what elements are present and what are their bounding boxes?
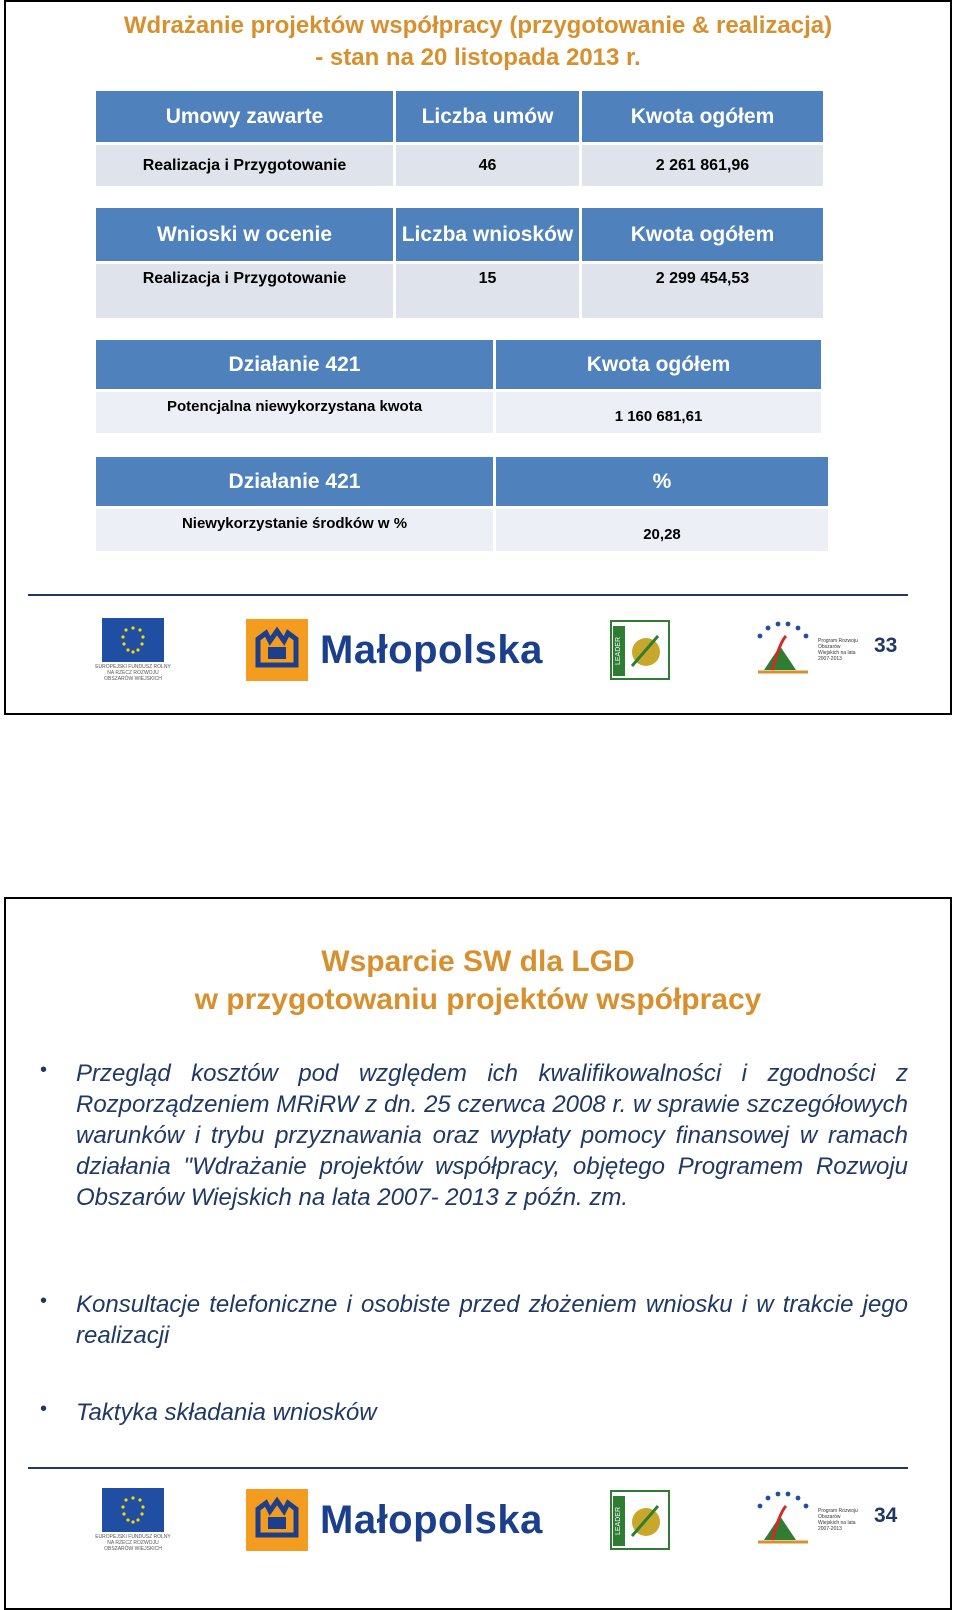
page-number: 33	[874, 634, 898, 657]
malopolska-wordmark: Małopolska	[320, 1497, 543, 1542]
footer-divider	[28, 594, 908, 596]
header-dzialanie-421: Działanie 421	[96, 457, 493, 506]
slide-title	[6, 10, 950, 74]
bullet-item: Przegląd kosztów pod względem ich kwalifikowalności i zgodności z Rozporządzeniem MRiRW z dn. 25 czerwca 2008 r. w sprawie szczegółowych warunków i trybu przyznawania oraz wypłaty pomocy finansowej w ramach działania "Wdrażanie projektów współpracy, objętego Programem Rozwoju Obszarów Wiejskich na lata 2007- 2013 z późn. zm.	[76, 1060, 908, 1211]
prow-logo-icon	[750, 1486, 858, 1550]
leader-logo-icon	[610, 620, 670, 680]
bullet-marker: •	[40, 1059, 48, 1081]
malopolska-logo	[246, 1489, 543, 1551]
cell-wnioski-kwota: 2 299 454,53	[582, 264, 823, 318]
title-line-1: Wdrażanie projektów współpracy (przygotowanie & realizacja)	[123, 12, 833, 39]
cell-umowy-kwota: 2 261 861,96	[582, 145, 823, 186]
slide-33	[4, 0, 952, 715]
header-kwota-ogolem: Kwota ogółem	[496, 340, 821, 389]
header-kwota-ogolem: Kwota ogółem	[582, 91, 823, 142]
bullet-item: Taktyka składania wniosków	[76, 1399, 377, 1426]
cell-umowy-typ: Realizacja i Przygotowanie	[96, 145, 393, 186]
header-dzialanie-421: Działanie 421	[96, 340, 493, 389]
bullet-marker: •	[40, 1398, 48, 1420]
page-number: 34	[874, 1504, 898, 1527]
leader-label: LEADER	[613, 626, 625, 676]
prow-caption: Program Rozwoju Obszarów Wiejskich na lata 2007-2013	[818, 638, 858, 662]
footer-divider	[28, 1467, 908, 1469]
title-line-2: - stan na 20 listopada 2013 r.	[315, 44, 641, 71]
cell-umowy-liczba: 46	[396, 145, 579, 186]
title-line-2: w przygotowaniu projektów współpracy	[194, 983, 762, 1016]
malopolska-emblem-icon	[246, 1489, 308, 1551]
title-line-1: Wsparcie SW dla LGD	[321, 945, 635, 978]
cell-procent-opis: Niewykorzystanie środków w %	[96, 509, 493, 551]
header-kwota-ogolem: Kwota ogółem	[582, 208, 823, 261]
malopolska-emblem-icon	[246, 619, 308, 681]
eu-flag-icon	[102, 618, 164, 662]
prow-caption: Program Rozwoju Obszarów Wiejskich na lata 2007-2013	[818, 1508, 858, 1532]
header-liczba-wnioskow: Liczba wniosków	[396, 208, 579, 261]
header-umowy-zawarte: Umowy zawarte	[96, 91, 393, 142]
cell-wnioski-typ: Realizacja i Przygotowanie	[96, 264, 393, 318]
cell-procent-wartosc: 20,28	[496, 509, 828, 551]
bullet-item: Konsultacje telefoniczne i osobiste przed złożeniem wniosku i w trakcie jego realizacji	[76, 1291, 908, 1349]
prow-logo-icon	[750, 616, 858, 680]
slide-34	[4, 897, 952, 1610]
eu-logo-caption: EUROPEJSKI FUNDUSZ ROLNY NA RZECZ ROZWOJU OBSZARÓW WIEJSKICH	[95, 1534, 171, 1552]
leader-label: LEADER	[613, 1496, 625, 1546]
eu-flag-icon	[102, 1488, 164, 1532]
bullet-marker: •	[40, 1290, 48, 1312]
malopolska-wordmark: Małopolska	[320, 627, 543, 672]
cell-kwota-wartosc: 1 160 681,61	[496, 392, 821, 433]
cell-wnioski-liczba: 15	[396, 264, 579, 318]
eu-logo-caption: EUROPEJSKI FUNDUSZ ROLNY NA RZECZ ROZWOJU OBSZARÓW WIEJSKICH	[95, 664, 171, 682]
header-wnioski-w-ocenie: Wnioski w ocenie	[96, 208, 393, 261]
header-liczba-umow: Liczba umów	[396, 91, 579, 142]
header-procent: %	[496, 457, 828, 506]
leader-logo-icon	[610, 1490, 670, 1550]
malopolska-logo	[246, 619, 543, 681]
cell-kwota-opis: Potencjalna niewykorzystana kwota	[96, 392, 493, 433]
slide-title	[6, 943, 950, 1019]
